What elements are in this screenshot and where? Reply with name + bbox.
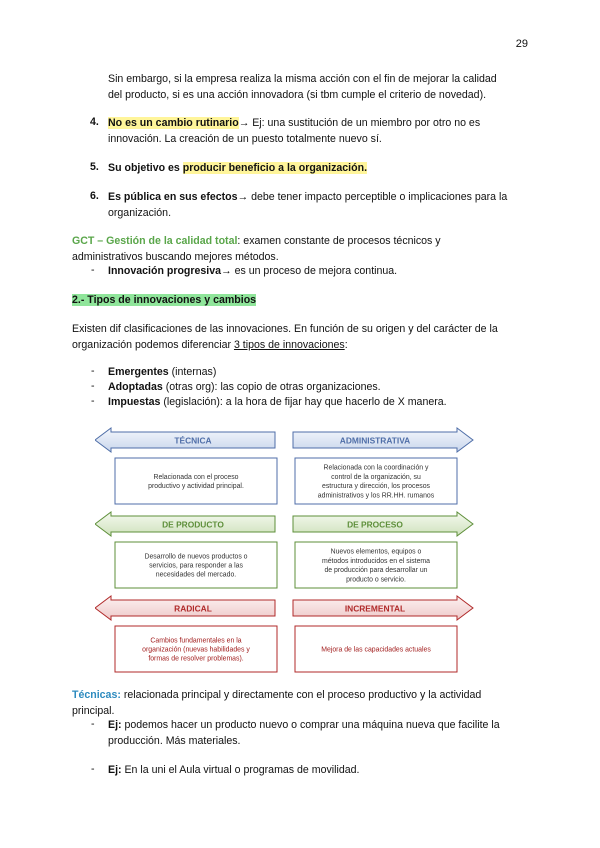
list-number-4: 4.: [90, 116, 99, 128]
list-number-6: 6.: [90, 190, 99, 202]
section-title: 2.- Tipos de innovaciones y cambios: [72, 294, 257, 306]
tecnicas-line2: principal.: [72, 704, 115, 717]
type-bullet-text: (legislación): a la hora de fijar hay que hacerlo de X manera.: [160, 396, 447, 408]
diagram-cell-line: formas de resolver problemas).: [148, 655, 244, 663]
list-item-5-highlight: producir beneficio a la organización.: [182, 162, 368, 174]
diagram-cell-4: [293, 512, 473, 588]
bullet-dash: -: [91, 395, 95, 407]
gct-text-1: : examen constante de procesos técnicos y: [237, 235, 441, 247]
section-p2-underline: 3 tipos de innovaciones: [233, 338, 345, 351]
bullet-dash: -: [91, 365, 95, 377]
tecnicas-paragraph: [72, 688, 542, 719]
diagram-cell-line: Relacionada con el proceso: [153, 473, 239, 481]
list-item-5-bold: Su objetivo es: [108, 162, 183, 174]
section-p1: Existen dif clasificaciones de las innovaciones. En función de su origen y del carácter de la: [72, 323, 498, 335]
tecnicas-bullet-line1: podemos hacer un producto nuevo o comprar una máquina nueva que facilite la: [121, 719, 500, 731]
diagram-cell-line: estructura y dirección, los procesos: [322, 483, 430, 491]
diagram-cell-title: RADICAL: [174, 603, 212, 614]
gct-bullet-text: es un proceso de mejora continua.: [231, 265, 398, 277]
diagram-cell-1: [95, 428, 277, 504]
tecnicas-bullet-bold: Ej:: [108, 719, 122, 731]
diagram-cell-3: [95, 512, 277, 588]
diagram-cell-title: TÉCNICA: [174, 435, 212, 446]
list-item-6-line1: debe tener impacto perceptible o implicaciones para la: [248, 191, 508, 203]
diagram-cell-line: métodos introducidos en el sistema: [321, 557, 431, 565]
diagram-cell-6: [293, 596, 473, 672]
bullet-dash: -: [91, 380, 95, 392]
diagram-cell-line: control de la organización, su: [331, 473, 421, 481]
bullet-dash: -: [91, 264, 95, 276]
page-number: 29: [515, 38, 528, 50]
list-item-5: [108, 161, 528, 177]
list-item-4-line2: innovación. La creación de un puesto totalmente nuevo sí.: [108, 132, 382, 145]
diagram-cell-line: Cambios fundamentales en la: [150, 637, 242, 645]
diagram-cell-line: Mejora de las capacidades actuales: [321, 646, 431, 654]
list-item-6: [108, 190, 528, 221]
diagram-cell-title: DE PROCESO: [347, 519, 403, 530]
gct-bullet: [108, 264, 528, 280]
type-bullet: [108, 380, 528, 396]
diagram-cell-line: Nuevos elementos, equipos o: [330, 548, 422, 556]
list-item-6-line2: organización.: [108, 206, 172, 219]
diagram-cell-title: DE PRODUCTO: [162, 519, 224, 530]
bullet-dash: -: [91, 718, 95, 730]
diagram-cell-line: Desarrollo de nuevos productos o: [144, 553, 248, 561]
type-bullet-bold: Impuestas: [108, 396, 161, 408]
type-bullet-bold: Adoptadas: [108, 381, 163, 393]
diagram-cell-line: necesidades del mercado.: [155, 571, 237, 579]
intro-line-1: Sin embargo, si la empresa realiza la misma acción con el fin de mejorar la calidad: [108, 73, 497, 85]
section-p2-post: :: [344, 338, 348, 351]
type-bullet-bold: Emergentes: [108, 366, 169, 378]
arrow-icon: →: [221, 265, 232, 277]
tecnicas-bullet-line1: En la uni el Aula virtual o programas de movilidad.: [121, 764, 360, 776]
diagram-cell-2: [293, 428, 473, 504]
tecnicas-line1: relacionada principal y directamente con el proceso productivo y la actividad: [120, 689, 482, 701]
gct-bullet-bold: Innovación progresiva: [108, 265, 222, 277]
type-bullet: [108, 395, 528, 411]
arrow-icon: →: [237, 191, 249, 203]
tecnicas-label: Técnicas:: [72, 689, 121, 701]
tecnicas-bullet-bold: Ej:: [108, 764, 122, 776]
list-item-4: [108, 116, 528, 147]
gct-title: GCT – Gestión de la calidad total: [72, 235, 238, 247]
innovation-types-diagram: [95, 418, 475, 673]
intro-line-2: del producto, si es una acción innovadora (si tbm cumple el criterio de novedad).: [108, 88, 487, 101]
gct-paragraph: [72, 234, 542, 265]
type-bullet-text: (otras org): las copio de otras organizaciones.: [162, 381, 381, 393]
gct-text-2: administrativos buscando mejores métodos.: [72, 250, 279, 263]
type-bullet-text: (internas): [168, 366, 217, 378]
tecnicas-bullet: [108, 763, 528, 779]
diagram-cell-line: Relacionada con la coordinación y: [323, 464, 429, 472]
diagram-cell-line: organización (nuevas habilidades y: [142, 646, 250, 654]
bullet-dash: -: [91, 763, 95, 775]
diagram-cell-box: [115, 458, 277, 504]
diagram-cell-line: producto o servicio.: [346, 576, 406, 584]
list-item-6-bold: Es pública en sus efectos: [108, 191, 238, 203]
type-bullet: [108, 365, 528, 381]
section-p2-pre: organización podemos diferenciar: [72, 338, 234, 351]
diagram-cell-line: administrativos y los RR.HH. rumanos: [317, 492, 435, 500]
list-item-4-bold: No es un cambio rutinario: [108, 117, 239, 129]
list-number-5: 5.: [90, 161, 99, 173]
tecnicas-bullet-line2: producción. Más materiales.: [108, 734, 241, 747]
section-paragraph: [72, 322, 542, 353]
diagram-cell-5: [95, 596, 277, 672]
diagram-cell-line: productivo y actividad principal.: [148, 483, 244, 491]
diagram-cell-line: de producción para desarrollar un: [324, 567, 428, 575]
intro-paragraph: [108, 72, 538, 103]
section-heading: [72, 293, 256, 309]
tecnicas-bullet: [108, 718, 528, 749]
list-item-4-line1: Ej: una sustitución de un miembro por otro no es: [249, 117, 481, 129]
diagram-cell-title: INCREMENTAL: [344, 603, 406, 614]
diagram-cell-line: servicios, para responder a las: [149, 562, 243, 570]
arrow-icon: →: [238, 117, 250, 129]
diagram-cell-title: ADMINISTRATIVA: [339, 435, 411, 446]
